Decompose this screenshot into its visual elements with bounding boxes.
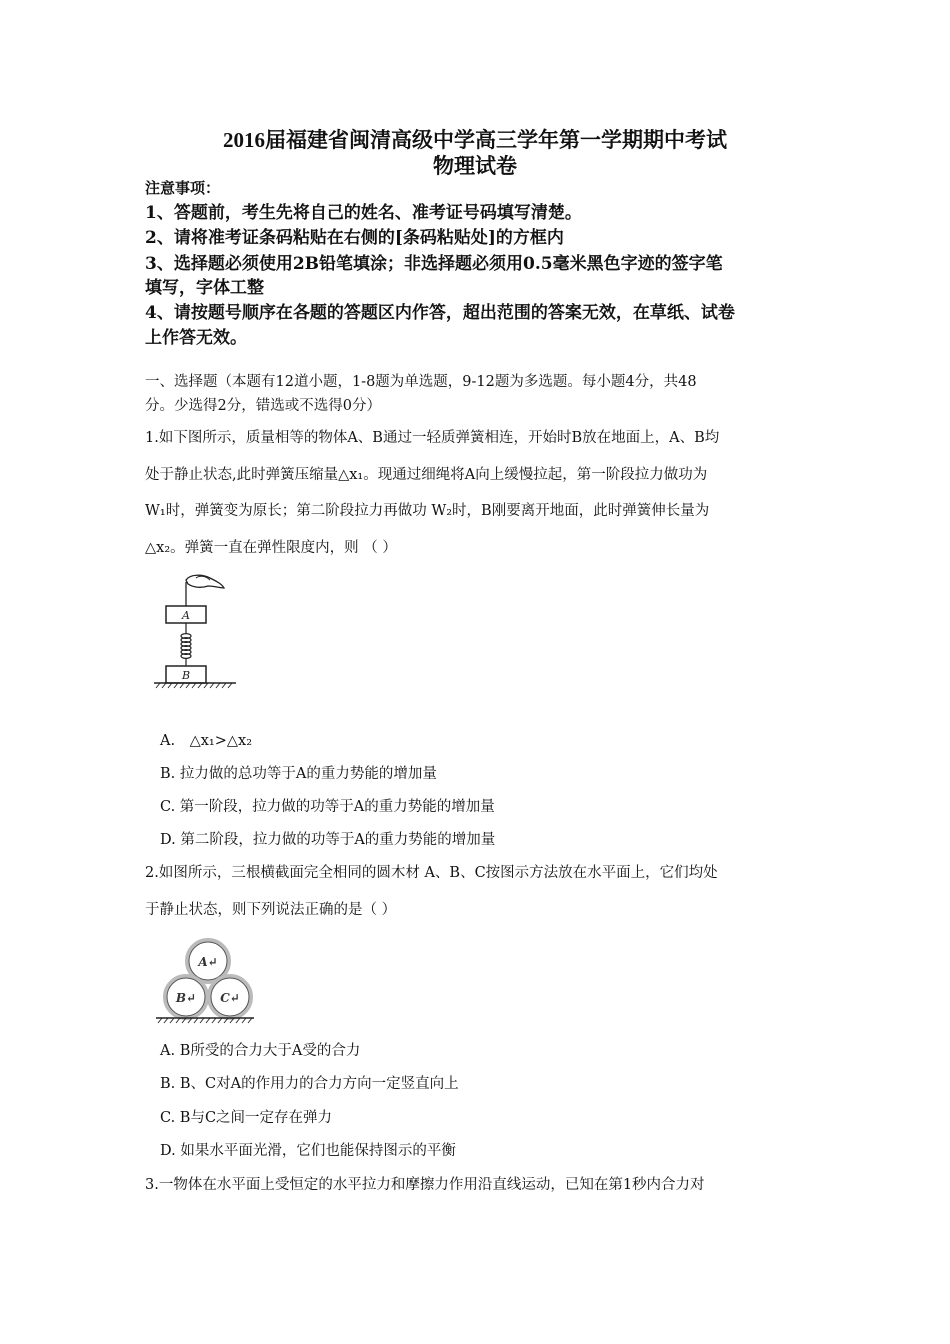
q3-text-line-1: 3.一物体在水平面上受恒定的水平拉力和摩擦力作用沿直线运动，已知在第1秒内合力对 bbox=[145, 1177, 705, 1193]
block-a-label: A bbox=[182, 609, 190, 622]
notice-item-4-cont: 上作答无效。 bbox=[145, 328, 247, 348]
log-b-label: B↵ bbox=[175, 991, 197, 1005]
q2-text-line-2: 于静止状态，则下列说法正确的是（ ） bbox=[145, 902, 397, 918]
q1-option-b: B. 拉力做的总功等于A的重力势能的增加量 bbox=[160, 766, 437, 782]
block-b-label: B bbox=[181, 669, 191, 682]
notice-item-4: 4、请按题号顺序在各题的答题区内作答，超出范围的答案无效，在草纸、试卷 bbox=[145, 303, 735, 323]
q2-logs-figure bbox=[150, 935, 260, 1025]
q2-option-b: B. B、C对A的作用力的合力方向一定竖直向上 bbox=[160, 1076, 459, 1092]
q1-text-line-2: 处于静止状态,此时弹簧压缩量△x₁。现通过细绳将A向上缓慢拉起，第一阶段拉力做功为 bbox=[145, 467, 708, 483]
q1-option-c: C. 第一阶段，拉力做的功等于A的重力势能的增加量 bbox=[160, 799, 495, 815]
q1-option-a: A. △x₁>△x₂ bbox=[160, 733, 253, 749]
q1-text-line-1: 1.如下图所示，质量相等的物体A、B通过一轻质弹簧相连，开始时B放在地面上，A、B均 bbox=[145, 430, 720, 446]
q1-option-d: D. 第二阶段，拉力做的功等于A的重力势能的增加量 bbox=[160, 832, 496, 848]
exam-subtitle: 物理试卷 bbox=[433, 154, 517, 178]
notice-heading: 注意事项： bbox=[145, 179, 221, 197]
q2-text-line-1: 2.如图所示，三根横截面完全相同的圆木材 A、B、C按图示方法放在水平面上，它们均处 bbox=[145, 865, 718, 881]
section-heading: 一、选择题（本题有12道小题，1-8题为单选题，9-12题为多选题。每小题4分，共48 bbox=[145, 374, 697, 390]
log-a-label: A↵ bbox=[198, 955, 218, 969]
notice-item-3: 3、选择题必须使用2B铅笔填涂；非选择题必须用0.5毫米黑色字迹的签字笔 bbox=[145, 254, 723, 274]
q2-option-d: D. 如果水平面光滑，它们也能保持图示的平衡 bbox=[160, 1143, 456, 1159]
q2-option-a: A. B所受的合力大于A受的合力 bbox=[160, 1043, 361, 1059]
exam-title: 2016届福建省闽清高级中学高三学年第一学期期中考试 bbox=[223, 128, 727, 152]
section-heading-cont: 分。少选得2分，错选或不选得0分） bbox=[145, 398, 381, 414]
notice-item-2: 2、请将准考证条码粘贴在右侧的[条码粘贴处]的方框内 bbox=[145, 228, 564, 248]
notice-item-1: 1、答题前，考生先将自己的姓名、准考证号码填写清楚。 bbox=[145, 203, 582, 223]
q1-spring-figure bbox=[150, 570, 240, 690]
q1-text-line-3: W₁时，弹簧变为原长；第二阶段拉力再做功 W₂时，B刚要离开地面，此时弹簧伸长量为 bbox=[145, 503, 710, 519]
log-c-label: C↵ bbox=[220, 991, 240, 1005]
q1-text-line-4: △x₂。弹簧一直在弹性限度内，则 （ ） bbox=[145, 540, 397, 556]
notice-item-3-cont: 填写，字体工整 bbox=[145, 278, 264, 298]
q2-option-c: C. B与C之间一定存在弹力 bbox=[160, 1110, 333, 1126]
